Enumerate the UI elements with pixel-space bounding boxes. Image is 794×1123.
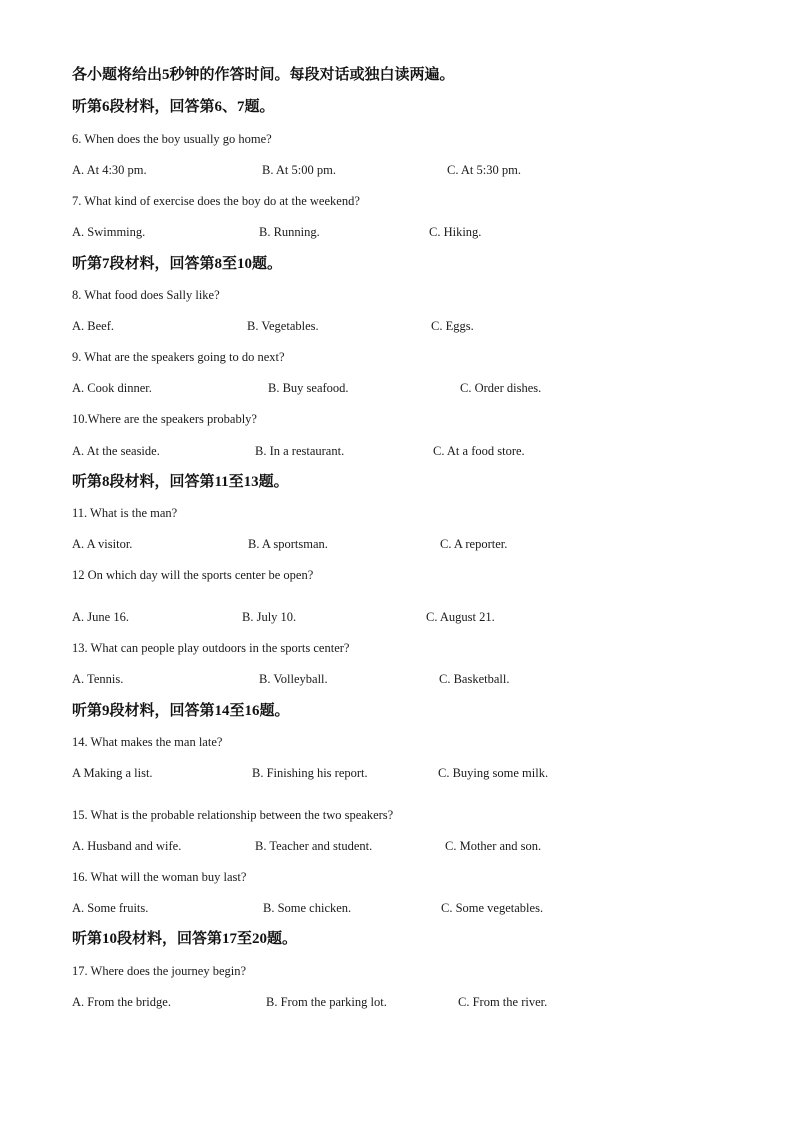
option-c: C. At a food store. xyxy=(433,444,525,458)
section-heading: 听第9段材料，回答第14至16题。 xyxy=(72,703,290,719)
question-text: 7. What kind of exercise does the boy do at the weekend? xyxy=(72,194,360,208)
option-b: B. A sportsman. xyxy=(248,537,328,551)
option-b: B. Buy seafood. xyxy=(268,381,349,395)
option-a: A. Tennis. xyxy=(72,672,124,686)
option-b: B. At 5:00 pm. xyxy=(262,163,336,177)
option-c: C. At 5:30 pm. xyxy=(447,163,521,177)
section-heading: 听第6段材料，回答第6、7题。 xyxy=(72,99,275,115)
option-a: A. Beef. xyxy=(72,319,114,333)
question-text: 13. What can people play outdoors in the sports center? xyxy=(72,641,350,655)
question-text: 11. What is the man? xyxy=(72,506,178,520)
option-a: A Making a list. xyxy=(72,766,153,780)
option-a: A. June 16. xyxy=(72,610,129,624)
option-c: C. Mother and son. xyxy=(445,839,542,853)
section-heading: 听第8段材料，回答第11至13题。 xyxy=(72,474,289,490)
section-heading: 听第10段材料，回答第17至20题。 xyxy=(72,931,298,947)
option-b: B. Vegetables. xyxy=(247,319,319,333)
section-heading: 听第7段材料，回答第8至10题。 xyxy=(72,256,283,272)
option-a: A. Swimming. xyxy=(72,225,146,239)
option-b: B. Teacher and student. xyxy=(255,839,373,853)
option-c: C. Eggs. xyxy=(431,319,474,333)
option-a: A. Husband and wife. xyxy=(72,839,182,853)
option-a: A. At 4:30 pm. xyxy=(72,163,147,177)
question-text: 15. What is the probable relationship between the two speakers? xyxy=(72,808,394,822)
option-b: B. Running. xyxy=(259,225,320,239)
option-b: B. Some chicken. xyxy=(263,901,352,915)
option-c: C. Order dishes. xyxy=(460,381,542,395)
question-text: 9. What are the speakers going to do next? xyxy=(72,350,285,364)
option-a: A. A visitor. xyxy=(72,537,133,551)
question-text: 12 On which day will the sports center be open? xyxy=(72,568,314,582)
option-c: C. August 21. xyxy=(426,610,495,624)
option-c: C. Basketball. xyxy=(439,672,510,686)
option-b: B. Finishing his report. xyxy=(252,766,368,780)
option-b: B. Volleyball. xyxy=(259,672,328,686)
option-c: C. Hiking. xyxy=(429,225,482,239)
question-text: 8. What food does Sally like? xyxy=(72,288,220,302)
option-c: C. From the river. xyxy=(458,995,548,1009)
option-c: C. Some vegetables. xyxy=(441,901,544,915)
question-text: 6. When does the boy usually go home? xyxy=(72,132,272,146)
question-text: 17. Where does the journey begin? xyxy=(72,964,247,978)
option-b: B. In a restaurant. xyxy=(255,444,345,458)
option-c: C. Buying some milk. xyxy=(438,766,549,780)
option-a: A. Cook dinner. xyxy=(72,381,152,395)
option-a: A. Some fruits. xyxy=(72,901,149,915)
instructions-line: 各小题将给出5秒钟的作答时间。每段对话或独白读两遍。 xyxy=(72,67,455,83)
option-a: A. At the seaside. xyxy=(72,444,160,458)
question-text: 14. What makes the man late? xyxy=(72,735,223,749)
question-text: 10.Where are the speakers probably? xyxy=(72,412,257,426)
option-b: B. From the parking lot. xyxy=(266,995,387,1009)
option-c: C. A reporter. xyxy=(440,537,508,551)
option-a: A. From the bridge. xyxy=(72,995,171,1009)
question-text: 16. What will the woman buy last? xyxy=(72,870,247,884)
option-b: B. July 10. xyxy=(242,610,297,624)
